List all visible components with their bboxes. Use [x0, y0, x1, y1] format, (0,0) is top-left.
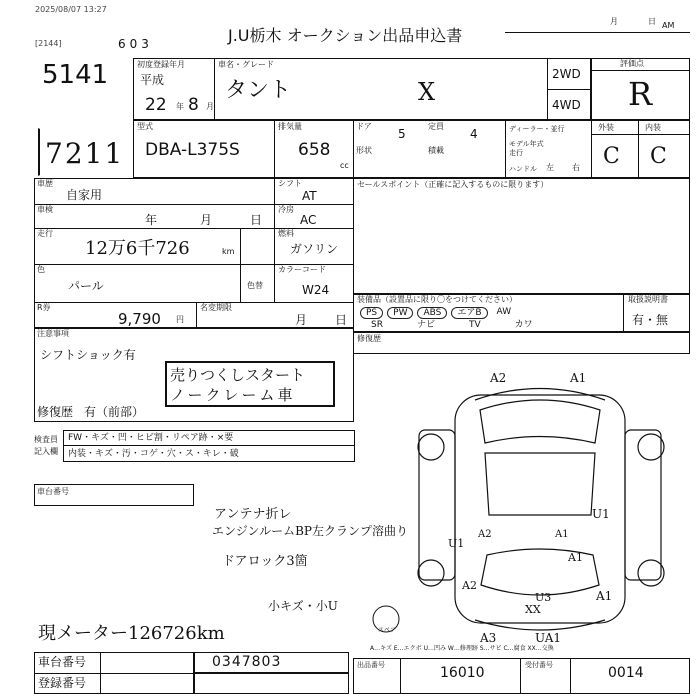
- mark-right-door: U1: [592, 507, 610, 521]
- equip-ps: PS: [360, 307, 383, 319]
- hw-note-3: ドアロック3箇: [222, 554, 308, 569]
- transfer-label: 名変期限: [200, 303, 232, 312]
- shape-label: 形状: [356, 146, 372, 155]
- drive-4wd: 4WD: [552, 98, 581, 112]
- mileage-unit: km: [222, 247, 235, 256]
- mark-front-left: A2: [490, 371, 507, 385]
- car-damage-diagram: [405, 365, 690, 655]
- reg-year: 22: [145, 95, 167, 115]
- inspector-row1: FW・キズ・凹・ヒビ割・リペア跡・×要: [68, 433, 234, 443]
- grade-value: X: [418, 78, 436, 106]
- displacement-value: 658: [298, 140, 331, 160]
- mark-rear-bumper-right: UA1: [535, 631, 562, 645]
- ac-value: AC: [300, 213, 317, 227]
- reg-month-unit: 月: [206, 102, 214, 111]
- repair-history-value: 有（前部）: [84, 405, 145, 419]
- equip-navi: ナビ: [416, 320, 435, 330]
- tire-front-left: [418, 434, 444, 460]
- interior-value: C: [650, 144, 667, 169]
- form-title: J.U栃木 オークション出品申込書: [228, 26, 463, 45]
- equip-sr: SR: [371, 320, 383, 330]
- windshield: [480, 400, 600, 443]
- fuel-label: 燃料: [278, 229, 294, 238]
- usage-value: 自家用: [66, 188, 103, 202]
- registration-box: [133, 58, 591, 120]
- equipment-row2: [366, 320, 538, 330]
- inspection-day: 日: [250, 213, 263, 227]
- inspection-label: 車検: [37, 205, 53, 214]
- mark-right-rear: A1: [596, 589, 613, 603]
- mark-left-pillar: A2: [478, 529, 492, 540]
- color-value: パール: [68, 279, 104, 293]
- color-code-value: W24: [302, 283, 330, 297]
- recycle-value: 9,790: [118, 310, 161, 328]
- am-label: AM: [662, 21, 675, 30]
- footer-box1-value: 16010: [440, 665, 485, 681]
- handle-right: 右: [572, 163, 580, 172]
- equipment-label: 装備品（設置品に限り〇をつけてください）: [357, 295, 517, 304]
- frame-number-label: 車台番号: [37, 487, 69, 496]
- equip-abs: ABS: [417, 307, 447, 319]
- left-side: [419, 430, 455, 580]
- usage-label: 車歴: [37, 179, 53, 188]
- era-value: 平成: [140, 73, 165, 87]
- footer-box1-label: 出品番号: [357, 661, 385, 669]
- ac-label: 冷房: [278, 205, 294, 214]
- stamp-line2: ノークレーム車: [170, 386, 296, 404]
- right-side: [625, 430, 661, 580]
- manual-value: 有・無: [632, 313, 669, 327]
- handwritten-id: 7211: [45, 137, 125, 170]
- model-label: 車名・グレード: [218, 60, 274, 69]
- repair-history-label: 修復歴: [37, 405, 74, 419]
- mark-rear-quarter: A1: [568, 551, 583, 564]
- inspector-row2: 内装・キズ・汚・コゲ・穴・ス・キレ・破: [68, 449, 239, 459]
- color-label: 色: [37, 265, 45, 274]
- interior-label: 内装: [645, 123, 661, 132]
- mark-rear-bumper-left: A3: [480, 631, 497, 645]
- mark-exchange: XX: [525, 603, 541, 616]
- inspection-month: 月: [200, 213, 213, 227]
- hw-note-4: 小キズ・小U: [268, 599, 338, 613]
- repair-box: [353, 332, 690, 354]
- front-bumper: [475, 389, 605, 401]
- capacity-label: 定員: [428, 122, 444, 131]
- inspection-year: 年: [145, 213, 158, 227]
- tire-rear-right: [638, 560, 664, 586]
- repair-label: 修復歴: [357, 334, 381, 343]
- reg-year-unit: 年: [176, 102, 184, 111]
- door-label: ドア: [356, 122, 372, 131]
- score-value: R: [628, 75, 653, 113]
- hw-note-1: アンテナ折レ: [214, 507, 292, 522]
- color-type-label: 色替: [247, 281, 263, 290]
- lot-number: 5141: [42, 60, 109, 90]
- sales-point-box: [353, 178, 690, 294]
- door-value: 5: [398, 127, 406, 141]
- mark-left-door: U1: [448, 537, 465, 550]
- damage-legend: A…キズ E…エクボ U…凹み W…修理跡 S…サビ C…腐食 XX…交換: [370, 645, 554, 652]
- notes-text: シフトショック有: [40, 348, 136, 362]
- sales-point-label: セールスポイント（正確に記入するものに限ります）: [357, 180, 549, 189]
- hw-note-2: エンジンルームBP左クランプ溶曲り: [212, 524, 408, 538]
- mileage-label: 走行: [37, 229, 53, 238]
- transfer-month: 月: [295, 313, 308, 327]
- notes-label: 注意事項: [37, 329, 69, 338]
- stamp-line1: 売りつくしスタート: [170, 366, 306, 384]
- shift-value: AT: [302, 189, 317, 203]
- equip-pw: PW: [387, 307, 413, 319]
- form-number: 603: [118, 37, 153, 51]
- equip-aw: AW: [496, 307, 512, 317]
- day-label: 日: [648, 17, 656, 26]
- print-datetime: 2025/08/07 13:27: [35, 5, 107, 14]
- equip-tv: TV: [468, 320, 481, 330]
- cc-unit: cc: [340, 161, 349, 170]
- tire-rear-left: [418, 560, 444, 586]
- mark-rear-left: A2: [462, 579, 477, 592]
- displacement-label: 排気量: [278, 122, 302, 131]
- score-label: 評価点: [620, 59, 644, 68]
- inspector-label1: 検査員: [34, 435, 58, 444]
- rear-bumper: [475, 620, 605, 630]
- fuel-value: ガソリン: [290, 242, 339, 256]
- equipment-row1: [360, 307, 516, 319]
- dealer-label: ディーラー・並行: [509, 125, 565, 133]
- handle-left: 左: [546, 163, 554, 172]
- drive-2wd: 2WD: [552, 67, 581, 81]
- type-label: 型式: [137, 122, 153, 131]
- recycle-label: R券: [37, 303, 51, 312]
- manual-label: 取扱説明書: [628, 295, 668, 304]
- meter-note: 現メーター126726km: [38, 623, 225, 644]
- mark-front-right: A1: [570, 371, 587, 385]
- handle-label: ハンドル: [509, 165, 537, 173]
- footer-reg-label: 登録番号: [38, 676, 87, 690]
- first-reg-label: 初度登録年月: [137, 60, 185, 69]
- model-name: タント: [225, 78, 292, 103]
- transfer-day: 日: [335, 313, 348, 327]
- color-code-label: カラーコード: [278, 265, 326, 274]
- exterior-label: 外装: [598, 123, 614, 132]
- code-label: [2144]: [35, 39, 62, 48]
- mileage-note-label: 走行: [509, 149, 523, 157]
- equip-airbag: エアB: [451, 307, 487, 319]
- footer-frame-label: 車台番号: [38, 655, 87, 669]
- recycle-unit: 円: [176, 315, 184, 324]
- mileage-value: 12万6千726: [85, 238, 190, 259]
- capacity-value: 4: [470, 127, 478, 141]
- reg-month: 8: [188, 95, 199, 115]
- model-year-label: モデル年式: [509, 140, 544, 148]
- tire-front-right: [638, 434, 664, 460]
- inspector-label2: 記入欄: [34, 447, 58, 456]
- footer-box2-label: 受付番号: [525, 661, 553, 669]
- mark-back-door: U3: [535, 591, 552, 604]
- frame-number-value: 0347803: [212, 654, 282, 670]
- type-value: DBA-L375S: [145, 140, 240, 160]
- load-label: 積載: [428, 146, 444, 155]
- roof-panel: [485, 453, 595, 515]
- equip-leather: カワ: [514, 320, 533, 330]
- spare-label: スペア: [378, 627, 397, 634]
- month-label: 月: [610, 17, 618, 26]
- shift-label: シフト: [278, 179, 302, 188]
- footer-box2-value: 0014: [608, 665, 644, 681]
- exterior-value: C: [603, 144, 620, 169]
- mark-right-pillar: A1: [555, 529, 569, 540]
